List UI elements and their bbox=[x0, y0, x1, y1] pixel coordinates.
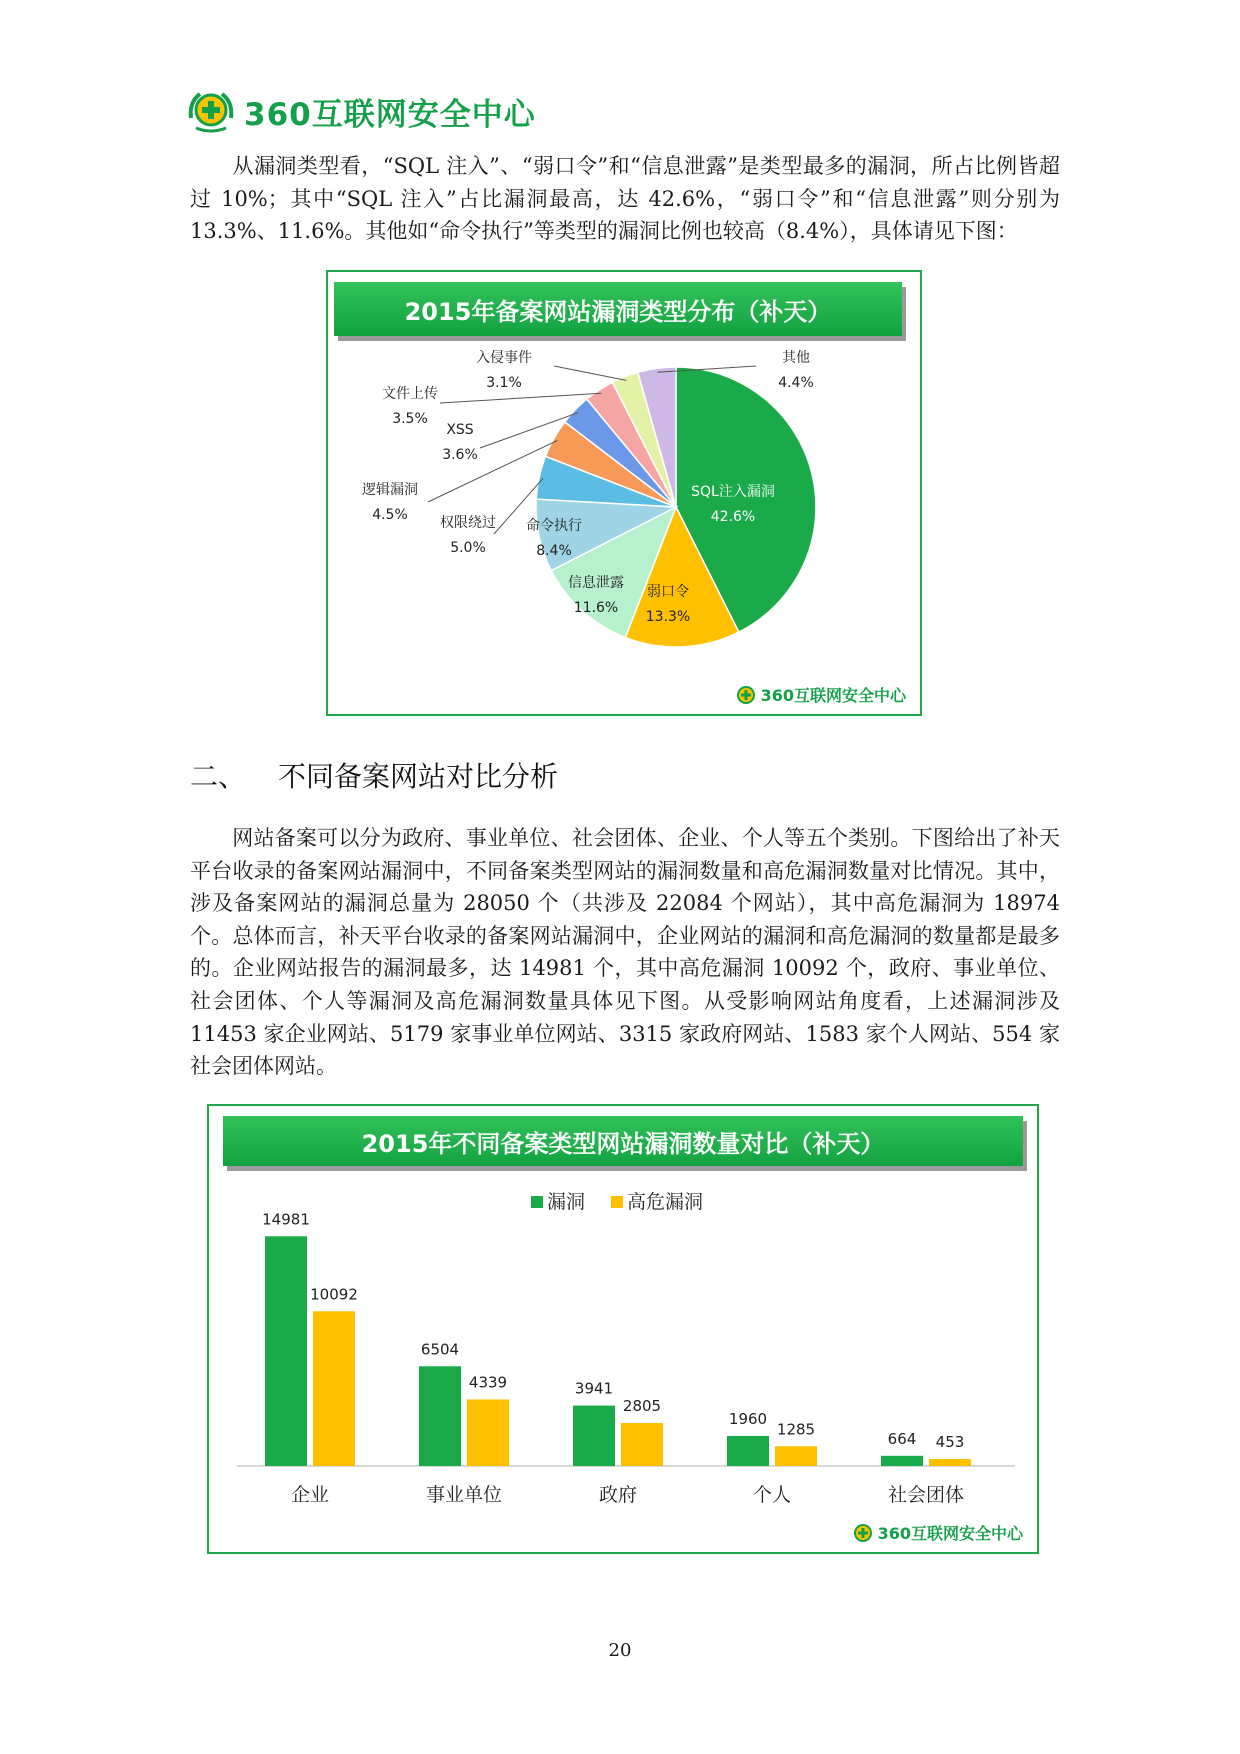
pie-chart-frame bbox=[326, 270, 922, 716]
pie-slice-percent: 3.5% bbox=[392, 411, 428, 427]
bar-value-label: 10092 bbox=[310, 1285, 358, 1304]
pie-slice-label: 弱口令 bbox=[647, 584, 689, 600]
bar bbox=[419, 1366, 461, 1466]
legend-label: 高危漏洞 bbox=[627, 1191, 704, 1213]
bar bbox=[573, 1406, 615, 1466]
pie-slice-percent: 4.5% bbox=[372, 507, 408, 523]
pie-slice-percent: 5.0% bbox=[450, 540, 486, 556]
page-number: 20 bbox=[608, 1640, 632, 1661]
pie-slice-label: 其他 bbox=[782, 350, 810, 366]
pie-slice-percent: 4.4% bbox=[778, 375, 814, 391]
section-heading bbox=[190, 755, 558, 795]
bar-value-label: 664 bbox=[887, 1429, 917, 1448]
legend-swatch bbox=[611, 1196, 623, 1208]
bar-value-label: 1960 bbox=[728, 1409, 768, 1428]
pie-slice-percent: 13.3% bbox=[645, 609, 691, 625]
watermark-logo-icon bbox=[735, 684, 757, 706]
legend-label: 漏洞 bbox=[547, 1191, 586, 1213]
bar-value-label: 14981 bbox=[262, 1210, 310, 1229]
category-label: 个人 bbox=[752, 1484, 792, 1506]
bar bbox=[929, 1459, 971, 1466]
bar-value-label: 6504 bbox=[420, 1340, 460, 1359]
bar bbox=[621, 1423, 663, 1466]
pie-slice-label: XSS bbox=[446, 422, 474, 438]
pie-slice-label: 命令执行 bbox=[526, 518, 582, 534]
pie-leader-line bbox=[554, 366, 626, 380]
category-label: 社会团体 bbox=[887, 1484, 965, 1506]
bar bbox=[727, 1436, 769, 1466]
legend-swatch bbox=[531, 1196, 543, 1208]
pie-leader-line bbox=[440, 393, 601, 403]
bar-value-label: 4339 bbox=[468, 1373, 508, 1392]
bar-watermark bbox=[852, 1521, 1023, 1544]
bar-chart-title: 2015年不同备案类型网站漏洞数量对比（补天） bbox=[223, 1116, 1023, 1166]
body-paragraph bbox=[190, 822, 1060, 1083]
pie-chart bbox=[328, 272, 920, 714]
header-logo bbox=[186, 88, 536, 134]
pie-slice-percent: 3.1% bbox=[486, 375, 522, 391]
brand-name: 360互联网安全中心 bbox=[244, 96, 536, 133]
pie-slice-label: 权限绕过 bbox=[440, 515, 496, 531]
pie-chart-title: 2015年备案网站漏洞类型分布（补天） bbox=[334, 282, 902, 336]
pie-watermark-text: 360互联网安全中心 bbox=[760, 686, 906, 705]
bar-chart-frame bbox=[207, 1104, 1039, 1554]
bar-chart bbox=[209, 1106, 1037, 1552]
section-number: 二、 bbox=[190, 760, 247, 793]
logo-emblem-icon bbox=[186, 88, 236, 134]
bar-value-label: 2805 bbox=[622, 1396, 662, 1415]
bar bbox=[881, 1456, 923, 1466]
pie-slice-label: 文件上传 bbox=[382, 386, 438, 402]
category-label: 事业单位 bbox=[425, 1484, 503, 1506]
pie-slice-percent: 8.4% bbox=[536, 543, 572, 559]
pie-slice-percent: 42.6% bbox=[710, 509, 756, 525]
bar-value-label: 1285 bbox=[776, 1420, 816, 1439]
bar bbox=[775, 1446, 817, 1466]
pie-watermark bbox=[735, 683, 906, 706]
pie-slice-label: 入侵事件 bbox=[476, 350, 532, 366]
bar bbox=[313, 1311, 355, 1466]
pie-slice-label: 逻辑漏洞 bbox=[362, 482, 418, 498]
bar-value-label: 3941 bbox=[574, 1379, 614, 1398]
pie-slice-label: 信息泄露 bbox=[568, 575, 624, 591]
body-text: 网站备案可以分为政府、事业单位、社会团体、企业、个人等五个类别。下图给出了补天平台收录的备案网站漏洞中，不同备案类型网站的漏洞数量和高危漏洞数量对比情况。其中，涉及备案网站的漏洞总量为 28050 个（共涉及 22084 个网站），其中高危漏洞为 18974 个。总体而言，补天平台收录的备案网站漏洞中，企业网站的漏洞和高危漏洞的数量都是最多的。企业网站报告的漏洞最多，达 14981 个，其中高危漏洞 10092 个，政府、事业单位、社会团体、个人等漏洞及高危漏洞数量具体见下图。从受影响网站角度看，上述漏洞涉及 11453 家企业网站、5179 家事业单位网站、3315 家政府网站、1583 家个人网站、554 家社会团体网站。 bbox=[190, 826, 1060, 1079]
watermark-logo-icon bbox=[852, 1522, 874, 1544]
bar bbox=[467, 1399, 509, 1466]
pie-slice-percent: 11.6% bbox=[573, 600, 619, 616]
pie-slice-label: SQL注入漏洞 bbox=[691, 484, 775, 500]
bar bbox=[265, 1236, 307, 1466]
pie-slice-percent: 3.6% bbox=[442, 447, 478, 463]
bar-watermark-text: 360互联网安全中心 bbox=[877, 1524, 1023, 1543]
category-label: 政府 bbox=[598, 1484, 638, 1506]
category-label: 企业 bbox=[290, 1484, 330, 1506]
intro-paragraph bbox=[190, 150, 1060, 248]
bar-value-label: 453 bbox=[935, 1433, 965, 1452]
section-title-text: 不同备案网站对比分析 bbox=[278, 760, 559, 793]
intro-text: 从漏洞类型看，“SQL 注入”、“弱口令”和“信息泄露”是类型最多的漏洞，所占比例皆超过 10%；其中“SQL 注入”占比漏洞最高，达 42.6%，“弱口令”和“信息泄露”则分别为 13.3%、11.6%。其他如“命令执行”等类型的漏洞比例也较高（8.4%），具体请见下图： bbox=[190, 154, 1060, 244]
